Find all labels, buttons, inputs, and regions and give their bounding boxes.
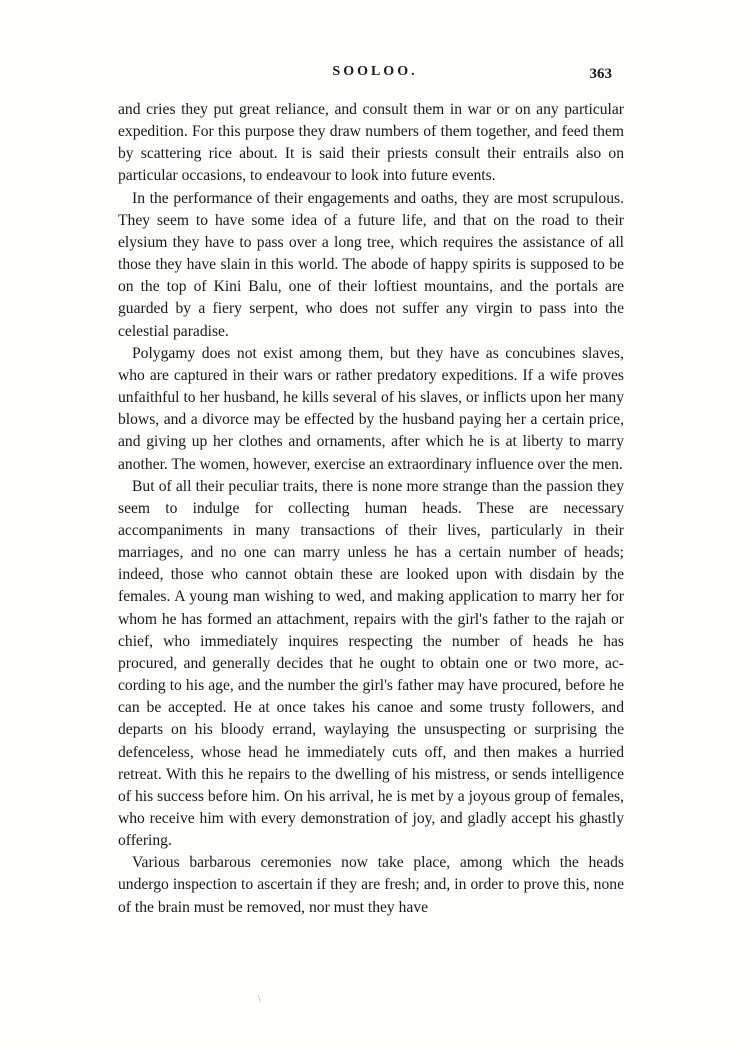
body-text xyxy=(118,99,624,919)
printer-mark: \ xyxy=(258,994,261,1005)
running-title: SOOLOO. xyxy=(332,64,418,79)
paragraph-2: In the performance of their engagements and oaths, they are most scrupulous. They seem to have some idea of a future life, and that on the road to their elysium they have to pass over a long tree, which requires the assistance of all those they have slain in this world. The abode of happy spirits is supposed to be on the top of Kini Balu, one of their loftiest mountains, and the portals are guarded by a fiery serpent, who does not suffer any virgin to pass into the celestial paradise. xyxy=(118,189,624,340)
page-number: 363 xyxy=(589,66,612,82)
paragraph-1: and cries they put great reliance, and consult them in war or on any particular expedition. For this purpose they draw numbers of them together, and feed them by scattering rice about. It is said their priests consult their entrails also on particular occasions, to endeavour to look into future events. xyxy=(118,101,624,185)
paragraph-4: But of all their peculiar traits, there is none more strange than the passion they seem to indulge for collecting human heads. These are necessary accompaniments in many transactions of their lives, particularly in their marriages, and no one can marry unless he has a certain number of heads; indeed, those who cannot obtain these are looked upon with disdain by the females. A young man wishing to wed, and making application to marry her for whom he has formed an attachment, repairs with the girl's father to the rajah or chief, who immediately inquires respecting the number of heads he has procured, and generally decides that he ought to obtain one or two more, according to his age, and the number the girl's father may have procured, before he can be accepted. He at once takes his canoe and some trusty followers, and departs on his bloody errand, waylaying the unsuspecting or surprising the defenceless, whose head he immediately cuts off, and then makes a hurried retreat. With this he repairs to the dwelling of his mistress, or sends intelligence of his success before him. On his arrival, he is met by a joyous group of females, who receive him with every demonstration of joy, and gladly accept his ghastly offering. xyxy=(118,477,624,850)
paragraph-5: Various barbarous ceremonies now take place, among which the heads undergo inspection to ascertain if they are fresh; and, in order to prove this, none of the brain must be removed, nor must they have xyxy=(118,854,624,916)
running-head xyxy=(0,62,750,86)
paragraph-3: Polygamy does not exist among them, but they have as concubines slaves, who are captured in their wars or rather predatory expeditions. If a wife proves unfaithful to her husband, he kills several of his slaves, or inflicts upon her many blows, and a divorce may be effected by the husband paying her a certain price, and giving up her clothes and ornaments, after which he is at liberty to marry another. The women, however, exercise an extraordinary influence over the men. xyxy=(118,344,624,473)
